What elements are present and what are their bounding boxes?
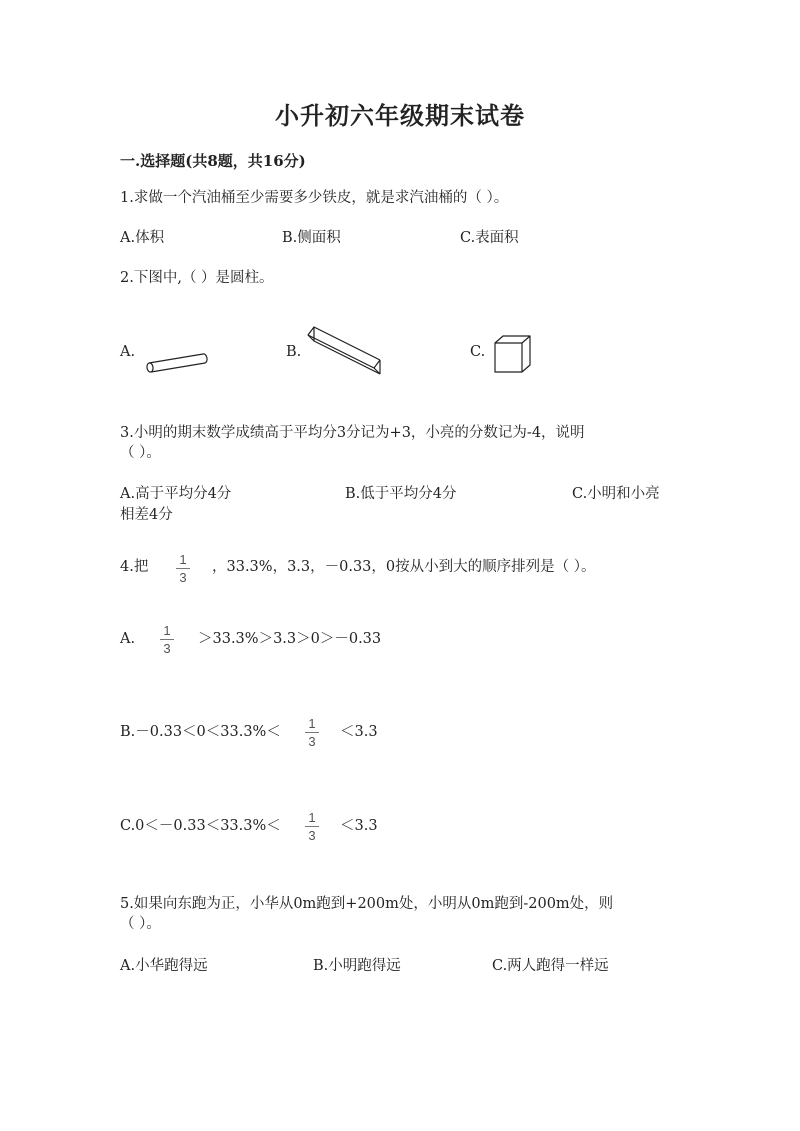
question-3-option-c-wrap: 相差4分 bbox=[120, 507, 173, 523]
cube-figure bbox=[492, 333, 534, 375]
question-5-option-c: C.两人跑得一样远 bbox=[492, 958, 609, 974]
triangular-prism-figure bbox=[302, 322, 388, 378]
question-5-stem-line-2: （ ）。 bbox=[120, 916, 161, 932]
question-2-option-b: B. bbox=[286, 344, 302, 360]
question-4-option-c-prefix: C.0＜－0.33＜33.3%＜ bbox=[120, 818, 281, 834]
fraction-one-third bbox=[305, 811, 319, 843]
fraction-denominator: 3 bbox=[163, 641, 171, 656]
fraction-one-third bbox=[160, 624, 174, 656]
fraction-numerator: 1 bbox=[179, 552, 187, 567]
question-3-stem-line-2: （ ）。 bbox=[120, 445, 161, 461]
question-3-option-c: C.小明和小亮 bbox=[572, 486, 660, 502]
fraction-numerator: 1 bbox=[163, 623, 171, 638]
fraction-numerator: 1 bbox=[308, 810, 316, 825]
question-3-option-b: B.低于平均分4分 bbox=[345, 486, 457, 502]
page-title: 小升初六年级期末试卷 bbox=[275, 101, 525, 130]
question-1-option-b: B.侧面积 bbox=[282, 230, 341, 246]
question-5-option-a: A.小华跑得远 bbox=[120, 958, 208, 974]
cylinder-figure bbox=[142, 350, 212, 380]
question-2-option-c: C. bbox=[470, 344, 486, 360]
fraction-one-third bbox=[305, 717, 319, 749]
question-2-option-a: A. bbox=[120, 344, 136, 360]
fraction-numerator: 1 bbox=[308, 716, 316, 731]
question-2-stem: 2.下图中,（ ）是圆柱。 bbox=[120, 270, 274, 286]
fraction-denominator: 3 bbox=[179, 570, 187, 585]
question-1-option-c: C.表面积 bbox=[460, 230, 519, 246]
fraction-denominator: 3 bbox=[308, 734, 316, 749]
question-3-option-a: A.高于平均分4分 bbox=[120, 486, 232, 502]
question-5-option-b: B.小明跑得远 bbox=[313, 958, 401, 974]
question-3-stem-line-1: 3.小明的期末数学成绩高于平均分3分记为+3，小亮的分数记为-4，说明 bbox=[120, 425, 585, 441]
question-4-option-c-suffix: ＜3.3 bbox=[340, 818, 378, 834]
fraction-one-third bbox=[176, 553, 190, 585]
question-1-option-a: A.体积 bbox=[120, 230, 165, 246]
question-4-option-a-suffix: ＞33.3%＞3.3＞0＞－0.33 bbox=[198, 631, 382, 647]
question-4-option-b-prefix: B.－0.33＜0＜33.3%＜ bbox=[120, 724, 281, 740]
question-4-option-b-suffix: ＜3.3 bbox=[340, 724, 378, 740]
question-5-stem-line-1: 5.如果向东跑为正，小华从0m跑到+200m处，小明从0m跑到-200m处，则 bbox=[120, 896, 614, 912]
section-heading: 一.选择题(共8题，共16分) bbox=[120, 152, 306, 170]
question-4-stem-suffix: ，33.3%，3.3，－0.33，0按从小到大的顺序排列是（ ）。 bbox=[212, 559, 596, 575]
question-4-stem-prefix: 4.把 bbox=[120, 559, 149, 575]
fraction-denominator: 3 bbox=[308, 828, 316, 843]
question-1-stem: 1.求做一个汽油桶至少需要多少铁皮，就是求汽油桶的（ ）。 bbox=[120, 190, 509, 206]
question-4-option-a-prefix: A. bbox=[120, 631, 136, 647]
